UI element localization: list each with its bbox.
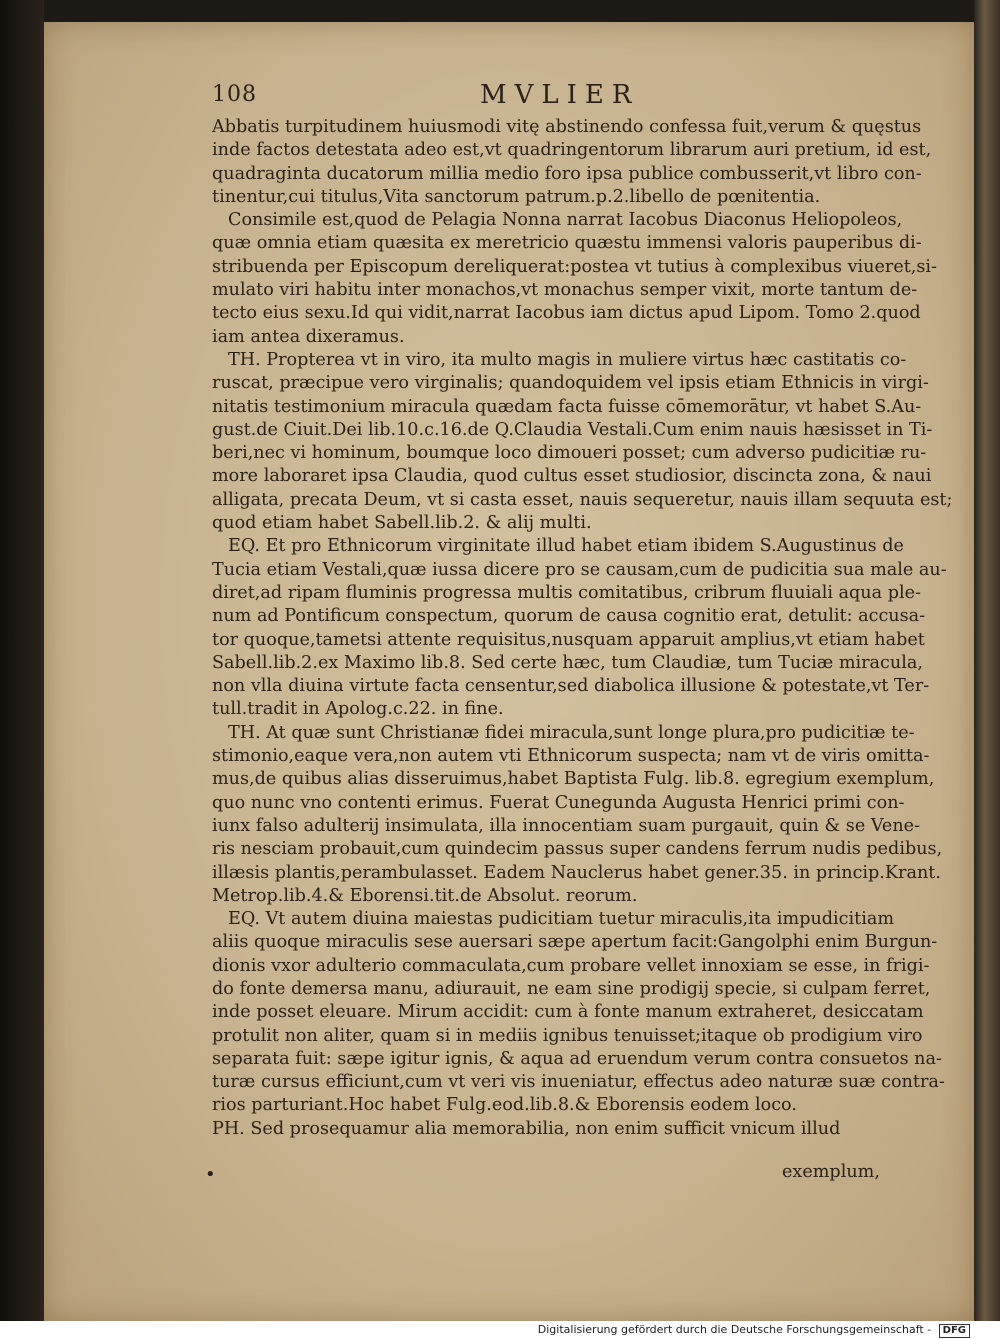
text-line: turæ cursus efficiunt,cum vt veri vis inueniatur, effectus adeo naturæ suæ contra- — [212, 1072, 945, 1093]
text-line: do fonte demersa manu, adiurauit, ne eam sine prodigij specie, si culpam ferret, — [212, 978, 931, 999]
text-line: tecto eius sexu.Id qui vidit,narrat Iacobus iam dictus apud Lipom. Tomo 2.quod — [212, 303, 921, 324]
text-line: dionis vxor adulterio commaculata,cum probare vellet innoxiam se esse, in frigi- — [212, 955, 930, 976]
text-line: Metrop.lib.4.& Eborensi.tit.de Absolut. reorum. — [212, 885, 638, 906]
text-line: Abbatis turpitudinem huiusmodi vitę abstinendo confessa fuit,verum & quęstus — [212, 117, 922, 137]
text-line: rios parturiant.Hoc habet Fulg.eod.lib.8.& Eborensis eodem loco. — [212, 1095, 797, 1116]
text-line: quæ omnia etiam quæsita ex meretricio quæstu immensi valoris pauperibus di- — [212, 233, 922, 254]
text-line: iunx falso adulterij insimulata, illa innocentiam suam purgauit, quin & se Vene- — [212, 815, 921, 836]
text-line: ris nesciam probauit,cum quindecim passus super candens ferrum nudis pedibus, — [212, 839, 943, 860]
text-line: diret,ad ripam fluminis progressa multis comitatibus, cribrum fluuiali aqua ple- — [212, 582, 921, 603]
text-line: inde posset eleuare. Mirum accidit: cum à fonte manum extraheret, desiccatam — [212, 1002, 924, 1023]
text-line: beri,nec vi hominum, boumque loco dimoueri posset; cum adverso pudicitiæ ru- — [212, 443, 927, 464]
book-spine — [0, 0, 44, 1339]
dfg-logo-icon: DFG — [939, 1324, 970, 1338]
text-line: TH. Propterea vt in viro, ita multo magis in muliere virtus hæc castitatis co- — [228, 349, 907, 370]
text-line: separata fuit: sæpe igitur ignis, & aqua ad eruendum verum contra consuetos na- — [212, 1048, 942, 1069]
text-line: stimonio,eaque vera,non autem vti Ethnicorum suspecta; nam vt de viris omitta- — [212, 746, 930, 767]
text-line: aliis quoque miraculis sese auersari sæpe apertum facit:Gangolphi enim Burgun- — [212, 932, 938, 953]
text-line: tor quoque,tametsi attente requisitus,nusquam apparuit amplius,vt etiam habet — [212, 629, 925, 650]
text-line: tull.tradit in Apolog.c.22. in fine. — [212, 699, 504, 720]
page-number: 108 — [212, 82, 257, 107]
running-head-title: MVLIER — [480, 80, 640, 110]
text-line: ruscat, præcipue vero virginalis; quandoquidem vel ipsis etiam Ethnicis in virgi- — [212, 373, 929, 394]
text-line: quo nunc vno contenti erimus. Fuerat Cunegunda Augusta Henrici primi con- — [212, 792, 905, 813]
text-line: Sabell.lib.2.ex Maximo lib.8. Sed certe hæc, tum Claudiæ, tum Tuciæ miracula, — [212, 652, 923, 673]
text-block — [212, 80, 953, 1141]
digitization-footer — [0, 1321, 1000, 1339]
text-line: Tucia etiam Vestali,quæ iussa dicere pro se causam,cum de pudicitia sua male au- — [212, 559, 947, 580]
marginal-mark: • — [205, 1164, 216, 1185]
text-line: quadraginta ducatorum millia medio foro ipsa publice combusserit,vt libro con- — [212, 163, 922, 184]
text-line: non vlla diuina virtute facta censentur,sed diabolica illusione & potestate,vt Ter- — [212, 676, 930, 697]
catchword: exemplum, — [782, 1162, 880, 1182]
text-line: mulato viri habitu inter monachos,vt monachus semper vixit, morte tantum de- — [212, 280, 918, 301]
text-line: nitatis testimonium miracula quædam facta fuisse cōmemorātur, vt habet S.Au- — [212, 396, 922, 417]
text-line: EQ. Vt autem diuina maiestas pudicitiam tuetur miraculis,ita impudicitiam — [228, 909, 895, 930]
text-line: Consimile est,quod de Pelagia Nonna narrat Iacobus Diaconus Heliopoleos, — [228, 210, 903, 231]
footer-credit: Digitalisierung gefördert durch die Deutsche Forschungsgemeinschaft - — [537, 1323, 932, 1336]
running-head — [212, 82, 892, 116]
text-line: gust.de Ciuit.Dei lib.10.c.16.de Q.Claudia Vestali.Cum enim nauis hæsisset in Ti- — [212, 419, 933, 440]
text-line: tinentur,cui titulus,Vita sanctorum patrum.p.2.libello de pœnitentia. — [212, 186, 821, 207]
text-line: stribuenda per Episcopum dereliquerat:postea vt tutius à complexibus viueret,si- — [212, 256, 937, 277]
page-edge — [974, 0, 1000, 1339]
text-line: more laboraret ipsa Claudia, quod cultus esset studiosior, discincta zona, & naui — [212, 466, 932, 487]
text-line: PH. Sed prosequamur alia memorabilia, non enim sufficit vnicum illud — [212, 1118, 841, 1139]
text-line: protulit non aliter, quam si in mediis ignibus tenuisset;itaque ob prodigium viro — [212, 1025, 923, 1046]
text-line: EQ. Et pro Ethnicorum virginitate illud habet etiam ibidem S.Augustinus de — [228, 536, 904, 557]
text-line: TH. At quæ sunt Christianæ fidei miracula,sunt longe plura,pro pudicitiæ te- — [228, 722, 915, 743]
text-line: inde factos detestata adeo est,vt quadringentorum librarum auri pretium, id est, — [212, 140, 932, 161]
text-line: illæsis plantis,perambulasset. Eadem Nauclerus habet gener.35. in princip.Krant. — [212, 862, 941, 883]
text-line: num ad Pontificum conspectum, quorum de causa cognitio erat, detulit: accusa- — [212, 606, 926, 627]
text-line: quod etiam habet Sabell.lib.2. & alij multi. — [212, 513, 592, 534]
text-line: alligata, precata Deum, vt si casta esset, nauis sequeretur, nauis illam sequuta est; — [212, 489, 953, 510]
text-line: mus,de quibus alias disseruimus,habet Baptista Fulg. lib.8. egregium exemplum, — [212, 769, 935, 790]
text-line: iam antea dixeramus. — [212, 326, 405, 347]
